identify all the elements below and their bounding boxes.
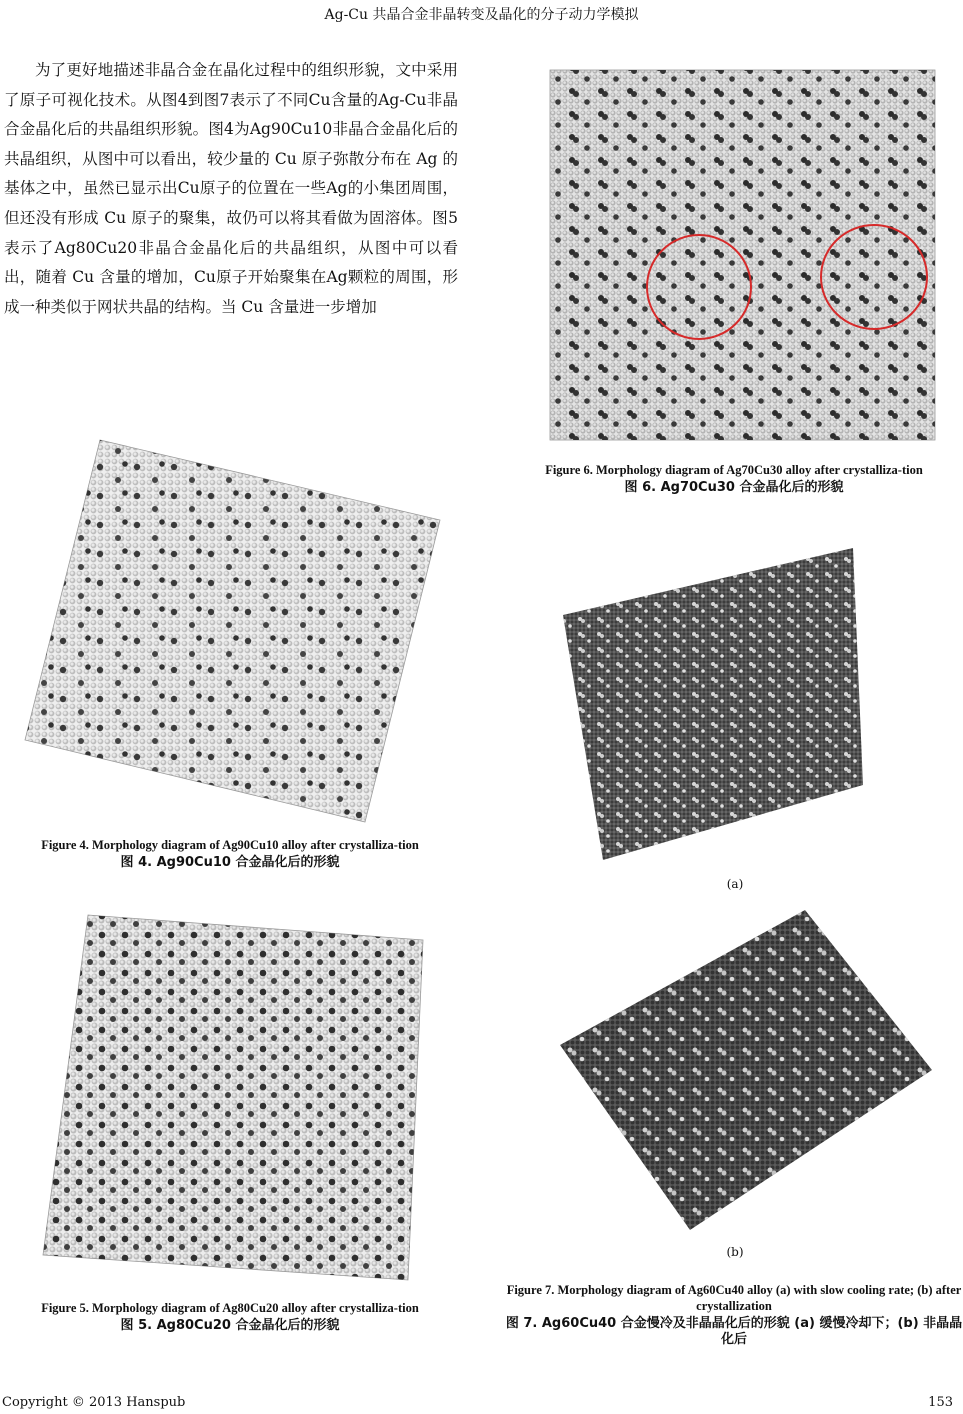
caption-chinese: 图 7. Ag60Cu40 合金慢冷及非晶晶化后的形貌 (a) 缓慢冷却下；(b) 非晶晶化后 — [505, 1316, 963, 1347]
figure-6-caption — [505, 462, 963, 496]
caption-english: Figure 5. Morphology diagram of Ag80Cu20 alloy after crystalliza-tion — [41, 1301, 419, 1315]
caption-chinese: 图 5. Ag80Cu20 合金晶化后的形貌 — [120, 1318, 340, 1333]
figure-7b-image — [540, 905, 940, 1240]
caption-chinese: 图 6. Ag70Cu30 合金晶化后的形貌 — [624, 480, 844, 495]
figure-5-image — [28, 910, 433, 1285]
figure-6-image — [538, 62, 943, 447]
figure-4-image — [20, 430, 450, 825]
body-paragraph — [4, 56, 458, 322]
running-header: Ag-Cu 共晶合金非晶转变及晶化的分子动力学模拟 — [324, 7, 639, 23]
figure-7b-label: (b) — [726, 1245, 744, 1259]
figure-7a-label: (a) — [726, 877, 744, 891]
caption-english: Figure 6. Morphology diagram of Ag70Cu30 alloy after crystalliza-tion — [545, 463, 923, 477]
copyright-notice: Copyright © 2013 Hanspub — [2, 1395, 186, 1410]
caption-english: Figure 7. Morphology diagram of Ag60Cu40 alloy (a) with slow cooling rate; (b) after crystallization — [506, 1283, 962, 1313]
figure-5-caption — [0, 1300, 460, 1334]
figure-7-caption — [505, 1282, 963, 1348]
figure-4-caption — [0, 837, 460, 871]
figure-7a-image — [538, 540, 873, 870]
caption-chinese: 图 4. Ag90Cu10 合金晶化后的形貌 — [120, 855, 340, 870]
page-number: 153 — [928, 1395, 953, 1410]
paragraph-text: 为了更好地描述非晶合金在晶化过程中的组织形貌，文中采用了原子可视化技术。从图4到图7表示了不同Cu含量的Ag-Cu非晶合金晶化后的共晶组织形貌。图4为Ag90Cu10非晶合金晶化后的共晶组织，从图中可以看出，较少量的 Cu 原子弥散分布在 Ag 的基体之中，虽然已显示出Cu原子的位置在一些Ag的小集团周围，但还没有形成 Cu 原子的聚集，故仍可以将其看做为固溶体。图5表示了Ag80Cu20非晶合金晶化后的共晶组织，从图中可以看出，随着 Cu 含量的增加，Cu原子开始聚集在Ag颗粒的周围，形成一种类似于网状共晶的结构。当 Cu 含量进一步增加 — [4, 61, 458, 316]
caption-english: Figure 4. Morphology diagram of Ag90Cu10 alloy after crystalliza-tion — [41, 838, 419, 852]
